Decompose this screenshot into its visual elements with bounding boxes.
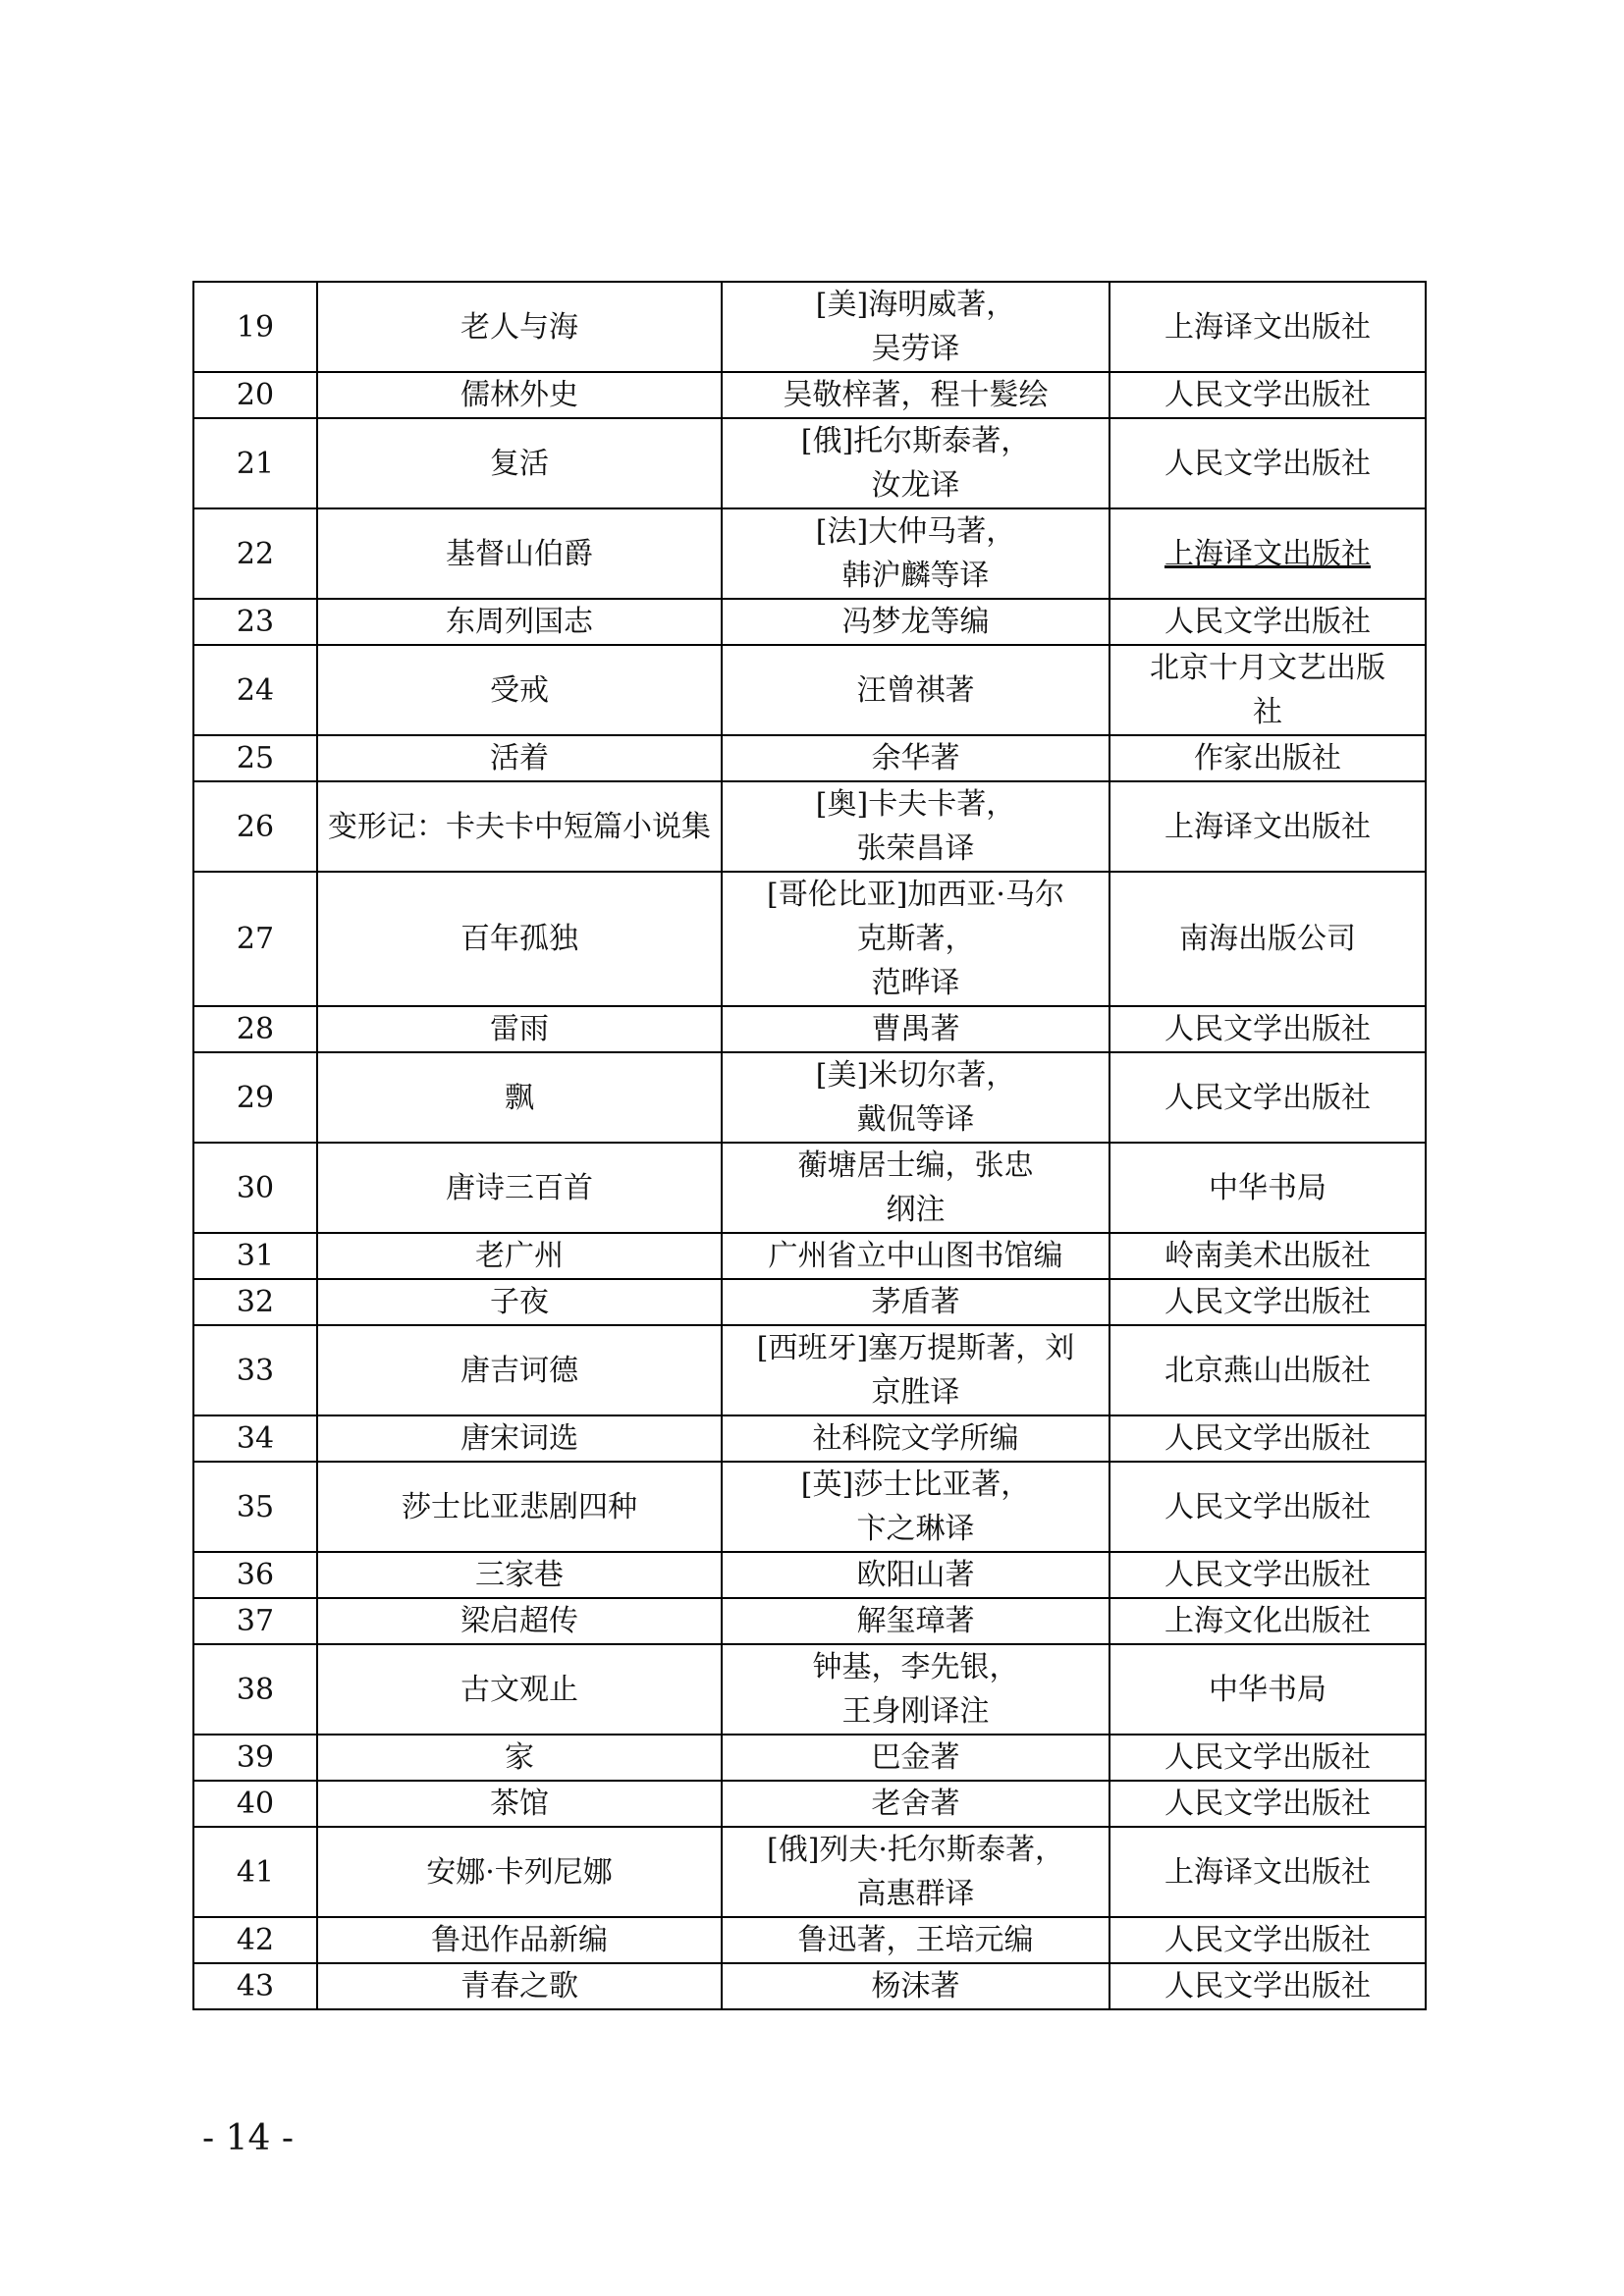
table-row [193,781,1426,872]
publisher-cell [1110,1052,1426,1143]
row-number-cell: 33 [193,1325,317,1415]
publisher-cell [1110,1598,1426,1644]
publisher-line: 人民文学出版社 [1164,605,1371,639]
table-row [193,372,1426,418]
publisher-cell [1110,1415,1426,1462]
publisher-cell [1110,282,1426,372]
book-title-cell: 活着 [317,735,722,781]
table-row [193,1917,1426,1963]
book-list-table [192,281,1427,2010]
author-line: [西班牙]塞万提斯著，刘 [756,1331,1075,1365]
publisher-cell [1110,1781,1426,1827]
author-line: [美]米切尔著， [815,1058,1016,1093]
row-number-cell: 36 [193,1552,317,1598]
row-number-cell: 39 [193,1735,317,1781]
book-title-cell: 复活 [317,418,722,508]
publisher-cell [1110,1143,1426,1233]
publisher-cell [1110,735,1426,781]
author-cell [722,1644,1110,1735]
author-cell [722,1598,1110,1644]
publisher-line: 中华书局 [1209,1672,1326,1707]
table-row [193,1279,1426,1325]
book-title-cell: 青春之歌 [317,1963,722,2009]
publisher-cell [1110,1462,1426,1552]
author-line: 鲁迅著，王培元编 [797,1923,1034,1957]
row-number-cell: 32 [193,1279,317,1325]
publisher-line: 北京十月文艺出版 [1150,651,1385,685]
publisher-cell [1110,1644,1426,1735]
publisher-cell [1110,1827,1426,1917]
publisher-line: 岭南美术出版社 [1164,1239,1371,1273]
author-cell [722,1233,1110,1279]
publisher-line: 上海译文出版社 [1164,809,1371,844]
table-row [193,1462,1426,1552]
author-line: 曹禺著 [871,1012,960,1046]
author-line: [法]大仲马著， [815,514,1016,549]
publisher-cell [1110,1279,1426,1325]
publisher-line: 人民文学出版社 [1164,1558,1371,1592]
author-line: 京胜译 [871,1375,960,1410]
author-cell [722,1279,1110,1325]
table-row [193,1963,1426,2009]
author-line: 巴金著 [871,1740,960,1775]
author-cell [722,781,1110,872]
publisher-line: 社 [1253,695,1282,729]
book-title-cell: 变形记：卡夫卡中短篇小说集 [317,781,722,872]
book-title-cell: 儒林外史 [317,372,722,418]
publisher-cell [1110,872,1426,1006]
author-cell [722,599,1110,645]
table-row [193,872,1426,1006]
book-title-cell: 百年孤独 [317,872,722,1006]
author-line: 吴敬梓著，程十髮绘 [783,378,1049,412]
publisher-cell [1110,1233,1426,1279]
author-cell [722,1552,1110,1598]
publisher-line: 人民文学出版社 [1164,378,1371,412]
author-line: 汝龙译 [871,468,960,503]
publisher-cell [1110,1552,1426,1598]
publisher-line: 人民文学出版社 [1164,1969,1371,2003]
author-cell [722,1917,1110,1963]
table-row [193,645,1426,735]
table-row [193,1143,1426,1233]
author-cell [722,1143,1110,1233]
row-number-cell: 26 [193,781,317,872]
publisher-line: 北京燕山出版社 [1164,1353,1371,1388]
author-line: [奥]卡夫卡著， [815,787,1016,822]
author-line: 克斯著， [856,922,975,956]
author-line: 冯梦龙等编 [841,605,990,639]
author-line: 范晔译 [871,966,960,1000]
row-number-cell: 35 [193,1462,317,1552]
publisher-cell [1110,508,1426,599]
row-number-cell: 22 [193,508,317,599]
author-line: 广州省立中山图书馆编 [768,1239,1063,1273]
table-row [193,1006,1426,1052]
table-row [193,1644,1426,1735]
author-cell [722,508,1110,599]
table-row [193,1233,1426,1279]
author-line: 卞之琳译 [856,1512,975,1546]
row-number-cell: 43 [193,1963,317,2009]
author-cell [722,418,1110,508]
author-line: [俄]列夫·托尔斯泰著， [767,1833,1064,1867]
row-number-cell: 21 [193,418,317,508]
author-cell [722,1006,1110,1052]
table-row [193,1781,1426,1827]
row-number-cell: 27 [193,872,317,1006]
author-cell [722,1735,1110,1781]
publisher-line: 上海译文出版社 [1164,1854,1371,1890]
publisher-line: 南海出版公司 [1179,922,1356,956]
row-number-cell: 19 [193,282,317,372]
publisher-line: 人民文学出版社 [1164,1012,1371,1046]
publisher-line: 作家出版社 [1194,741,1341,775]
page-number: - 14 - [202,2118,295,2159]
book-title-cell: 基督山伯爵 [317,508,722,599]
author-line: 老舍著 [871,1787,960,1821]
publisher-cell [1110,645,1426,735]
author-line: 解玺璋著 [856,1604,975,1638]
book-title-cell: 唐诗三百首 [317,1143,722,1233]
publisher-cell [1110,599,1426,645]
book-title-cell: 雷雨 [317,1006,722,1052]
publisher-line: 人民文学出版社 [1164,1421,1371,1456]
book-title-cell: 老广州 [317,1233,722,1279]
table-row [193,1415,1426,1462]
author-cell [722,1415,1110,1462]
publisher-line: 上海文化出版社 [1164,1604,1371,1638]
publisher-line: 人民文学出版社 [1164,1080,1371,1115]
book-title-cell: 飘 [317,1052,722,1143]
publisher-cell [1110,781,1426,872]
author-cell [722,1963,1110,2009]
publisher-cell [1110,1735,1426,1781]
publisher-line: 上海译文出版社 [1164,309,1371,345]
author-line: 杨沫著 [871,1969,960,2003]
author-cell [722,735,1110,781]
author-line: 高惠群译 [856,1877,975,1911]
book-title-cell: 唐宋词选 [317,1415,722,1462]
row-number-cell: 23 [193,599,317,645]
publisher-line: 人民文学出版社 [1164,446,1371,481]
publisher-cell [1110,1963,1426,2009]
author-line: 王身刚译注 [841,1694,990,1729]
table-row [193,1598,1426,1644]
table-row [193,1325,1426,1415]
author-line: 吴劳译 [871,332,960,366]
table-row [193,1735,1426,1781]
author-line: [俄]托尔斯泰著， [800,424,1031,458]
row-number-cell: 30 [193,1143,317,1233]
author-line: 欧阳山著 [856,1558,975,1592]
book-list-body [193,282,1426,2009]
author-cell [722,1827,1110,1917]
publisher-cell [1110,1325,1426,1415]
author-line: 茅盾著 [871,1285,960,1319]
author-cell [722,872,1110,1006]
publisher-line: 人民文学出版社 [1164,1787,1371,1821]
author-line: 汪曾祺著 [856,672,975,708]
row-number-cell: 37 [193,1598,317,1644]
author-cell [722,1325,1110,1415]
author-cell [722,282,1110,372]
publisher-line: 中华书局 [1209,1170,1326,1205]
author-line: [美]海明威著， [815,288,1016,322]
book-title-cell: 安娜·卡列尼娜 [317,1827,722,1917]
publisher-line: 人民文学出版社 [1164,1489,1371,1524]
author-cell [722,1462,1110,1552]
book-title-cell: 茶馆 [317,1781,722,1827]
row-number-cell: 34 [193,1415,317,1462]
author-line: 余华著 [871,741,960,775]
book-title-cell: 家 [317,1735,722,1781]
publisher-cell [1110,418,1426,508]
row-number-cell: 29 [193,1052,317,1143]
author-line: 纲注 [886,1193,946,1227]
publisher-line: 人民文学出版社 [1164,1285,1371,1319]
book-title-cell: 鲁迅作品新编 [317,1917,722,1963]
author-line: 蘅塘居士编，张忠 [797,1148,1034,1183]
author-line: 钟基，李先银， [812,1650,1019,1684]
book-title-cell: 老人与海 [317,282,722,372]
table-row [193,1827,1426,1917]
author-line: 韩沪麟等译 [841,559,990,593]
table-row [193,508,1426,599]
author-line: [英]莎士比亚著， [800,1468,1031,1502]
author-cell [722,372,1110,418]
book-title-cell: 梁启超传 [317,1598,722,1644]
table-row [193,1052,1426,1143]
row-number-cell: 28 [193,1006,317,1052]
publisher-cell [1110,1006,1426,1052]
publisher-line: 人民文学出版社 [1164,1923,1371,1957]
publisher-cell [1110,372,1426,418]
book-title-cell: 子夜 [317,1279,722,1325]
book-title-cell: 东周列国志 [317,599,722,645]
row-number-cell: 31 [193,1233,317,1279]
author-line: 张荣昌译 [856,831,975,866]
row-number-cell: 41 [193,1827,317,1917]
table-row [193,735,1426,781]
author-cell [722,1052,1110,1143]
author-cell [722,645,1110,735]
author-line: 戴侃等译 [856,1102,975,1137]
book-title-cell: 受戒 [317,645,722,735]
author-line: 社科院文学所编 [812,1421,1019,1456]
table-row [193,599,1426,645]
book-title-cell: 莎士比亚悲剧四种 [317,1462,722,1552]
row-number-cell: 40 [193,1781,317,1827]
publisher-cell [1110,1917,1426,1963]
book-title-cell: 唐吉诃德 [317,1325,722,1415]
author-line: [哥伦比亚]加西亚·马尔 [767,878,1064,912]
publisher-line: 人民文学出版社 [1164,1740,1371,1775]
row-number-cell: 38 [193,1644,317,1735]
row-number-cell: 20 [193,372,317,418]
row-number-cell: 24 [193,645,317,735]
table-row [193,1552,1426,1598]
author-cell [722,1781,1110,1827]
publisher-line: 上海译文出版社 [1164,536,1371,571]
table-row [193,282,1426,372]
table-row [193,418,1426,508]
row-number-cell: 42 [193,1917,317,1963]
row-number-cell: 25 [193,735,317,781]
book-title-cell: 三家巷 [317,1552,722,1598]
book-title-cell: 古文观止 [317,1644,722,1735]
